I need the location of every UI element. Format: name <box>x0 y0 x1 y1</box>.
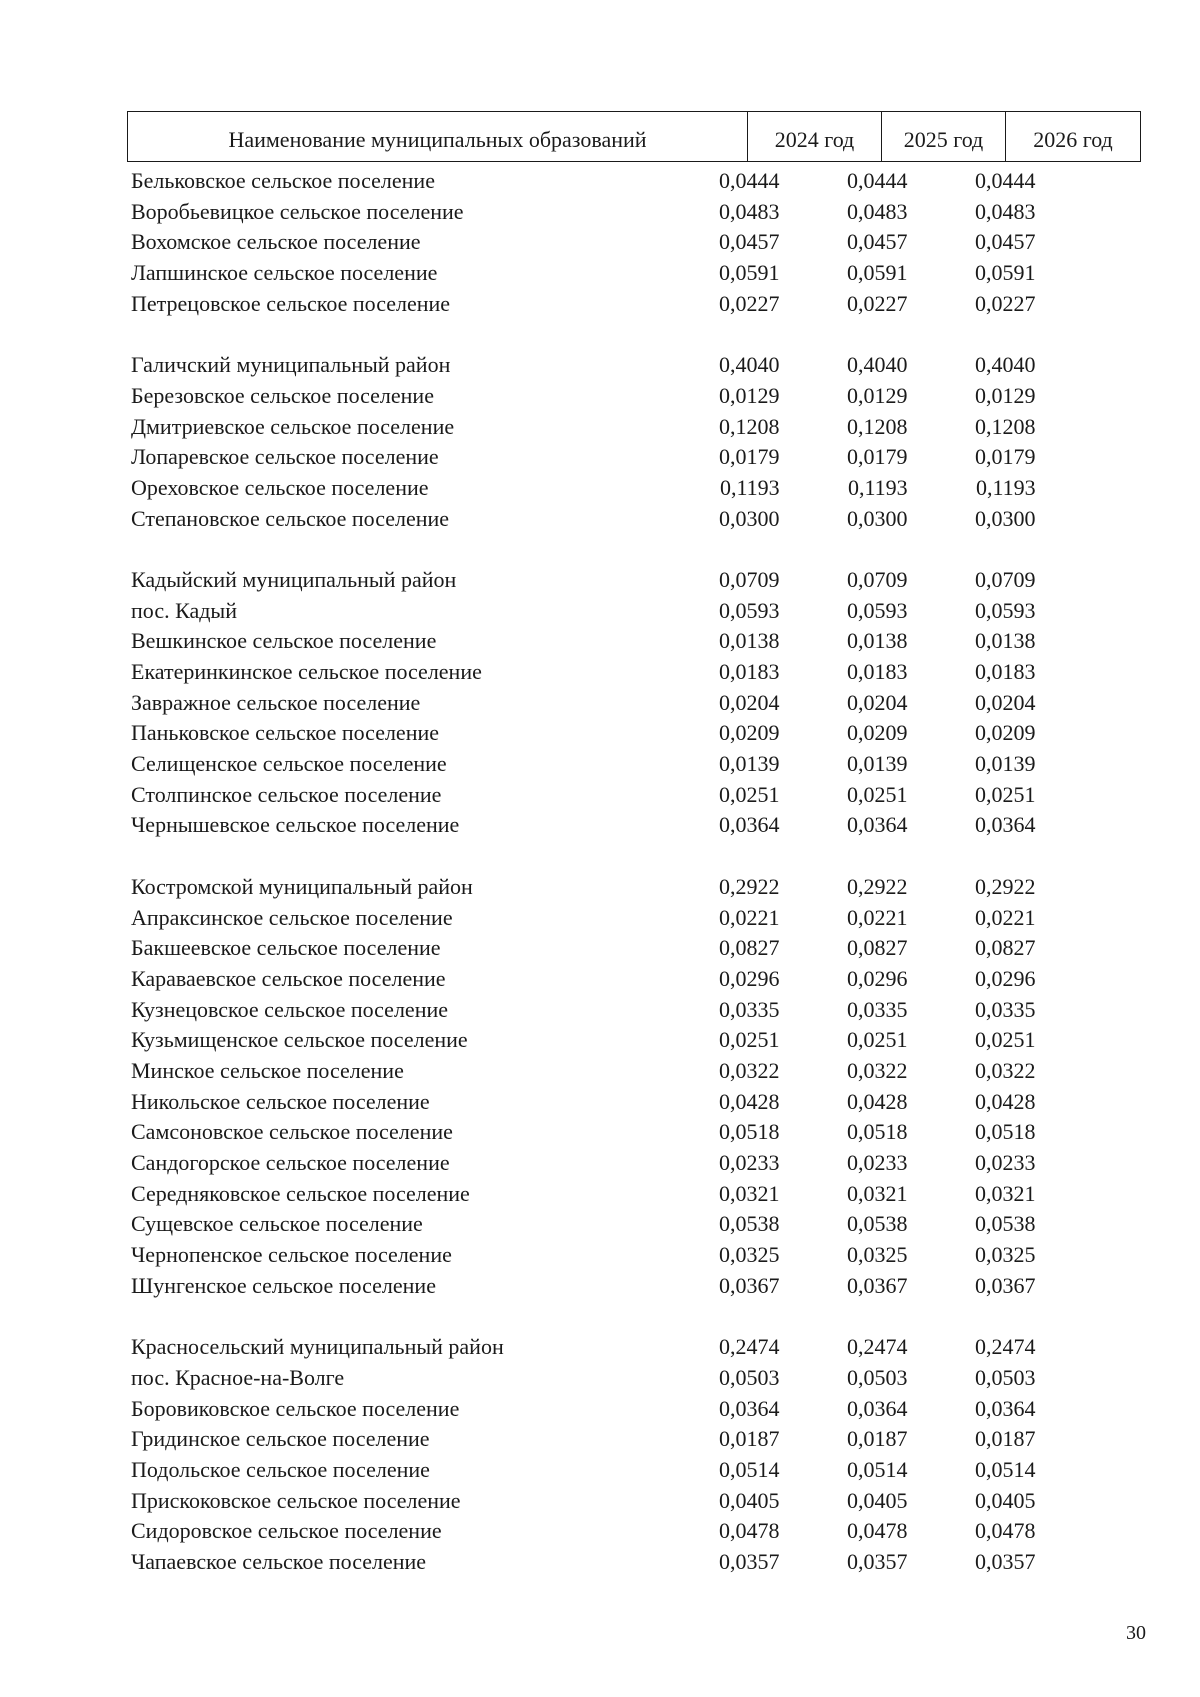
value-2026: 0,0179 <box>975 444 1036 470</box>
value-2025: 0,1193 <box>848 474 908 500</box>
table-row <box>0 933 1200 964</box>
value-2026: 0,0183 <box>975 659 1036 684</box>
header-year-2025: 2025 год <box>882 112 1006 161</box>
table-row <box>0 473 1200 504</box>
value-2026: 0,0709 <box>975 566 1036 592</box>
value-2024: 0,0209 <box>719 720 780 746</box>
header-name-column: Наименование муниципальных образований <box>128 112 748 161</box>
value-2024: 0,0591 <box>719 260 780 286</box>
municipality-name: Чернопенское сельское поселение <box>131 1242 452 1268</box>
table-row <box>0 1547 1200 1578</box>
value-2024: 0,2474 <box>719 1334 780 1360</box>
municipality-name: Самсоновское сельское поселение <box>131 1119 453 1145</box>
value-2026: 0,0138 <box>975 628 1036 654</box>
value-2025: 0,0233 <box>847 1150 908 1175</box>
value-2026: 0,0593 <box>975 597 1036 623</box>
value-2024: 0,0227 <box>719 290 780 316</box>
value-2026: 0,0591 <box>975 260 1036 286</box>
value-2024: 0,0457 <box>719 229 780 255</box>
value-2024: 0,2922 <box>719 873 780 899</box>
value-2025: 0,0457 <box>847 229 908 255</box>
municipality-name: Кузнецовское сельское поселение <box>131 996 449 1022</box>
table-row <box>0 749 1200 780</box>
value-2025: 0,0405 <box>847 1487 908 1513</box>
value-2024: 0,0518 <box>719 1119 780 1145</box>
value-2026: 0,0187 <box>975 1426 1036 1452</box>
value-2025: 0,0321 <box>847 1180 908 1206</box>
value-2024: 0,1193 <box>720 474 780 500</box>
value-2025: 0,0591 <box>847 260 908 286</box>
value-2024: 0,0221 <box>719 904 780 930</box>
value-2024: 0,0428 <box>719 1088 780 1114</box>
table-row <box>0 166 1200 197</box>
value-2026: 0,1193 <box>976 474 1036 500</box>
value-2026: 0,0221 <box>975 904 1036 930</box>
table-row <box>0 1394 1200 1425</box>
value-2025: 0,0364 <box>847 812 908 838</box>
value-2026: 0,0204 <box>975 689 1036 715</box>
value-2024: 0,0183 <box>719 659 780 684</box>
table-row <box>0 412 1200 443</box>
municipality-name: Подольское сельское поселение <box>131 1456 430 1482</box>
value-2024: 0,0478 <box>719 1518 780 1544</box>
value-2024: 0,0827 <box>719 935 780 961</box>
value-2025: 0,0478 <box>847 1518 908 1544</box>
value-2026: 0,1208 <box>975 413 1036 439</box>
municipality-name: Лапшинское сельское поселение <box>131 260 438 286</box>
table-row <box>0 442 1200 473</box>
value-2025: 0,0251 <box>847 1027 908 1053</box>
table-row <box>0 1424 1200 1455</box>
table-row <box>0 289 1200 320</box>
value-2024: 0,0187 <box>719 1426 780 1452</box>
value-2025: 0,0227 <box>847 290 908 316</box>
municipality-name: Селищенское сельское поселение <box>131 751 447 777</box>
value-2024: 0,0514 <box>719 1456 780 1482</box>
value-2025: 0,4040 <box>847 352 908 378</box>
value-2024: 0,0139 <box>719 751 780 777</box>
value-2026: 0,0364 <box>975 812 1036 838</box>
municipality-name: Ореховское сельское поселение <box>131 474 429 500</box>
table-row <box>0 504 1200 535</box>
table-row <box>0 1209 1200 1240</box>
table-row <box>0 258 1200 289</box>
table-row <box>0 1486 1200 1517</box>
municipality-name: Бельковское сельское поселение <box>131 168 435 193</box>
value-2024: 0,0233 <box>719 1150 780 1175</box>
municipality-name: Столпинское сельское поселение <box>131 781 442 807</box>
value-2025: 0,0300 <box>847 505 908 531</box>
value-2025: 0,0357 <box>847 1548 908 1574</box>
value-2025: 0,0335 <box>847 996 908 1022</box>
table-row <box>0 964 1200 995</box>
value-2024: 0,0204 <box>719 689 780 715</box>
value-2026: 0,0251 <box>975 781 1036 807</box>
value-2025: 0,0322 <box>847 1057 908 1083</box>
table-row <box>0 1148 1200 1179</box>
table-row <box>0 227 1200 258</box>
value-2025: 0,0187 <box>847 1426 908 1452</box>
value-2026: 0,0444 <box>975 168 1036 193</box>
table-row <box>0 1332 1200 1363</box>
value-2025: 0,0204 <box>847 689 908 715</box>
value-2024: 0,0444 <box>719 168 780 193</box>
value-2026: 0,0335 <box>975 996 1036 1022</box>
table-row <box>0 903 1200 934</box>
municipality-name: Бакшеевское сельское поселение <box>131 935 441 961</box>
table-row <box>0 657 1200 688</box>
value-2026: 0,0139 <box>975 751 1036 777</box>
value-2026: 0,0514 <box>975 1456 1036 1482</box>
header-year-2024: 2024 год <box>748 112 882 161</box>
table-row <box>0 1363 1200 1394</box>
municipality-name: Степановское сельское поселение <box>131 505 450 531</box>
value-2026: 0,0325 <box>975 1242 1036 1268</box>
value-2024: 0,0709 <box>719 566 780 592</box>
value-2026: 0,0827 <box>975 935 1036 961</box>
table-row <box>0 197 1200 228</box>
value-2025: 0,0296 <box>847 965 908 991</box>
table-row <box>0 718 1200 749</box>
municipality-name: Красносельский муниципальный район <box>131 1334 504 1360</box>
table-row <box>0 995 1200 1026</box>
value-2026: 0,4040 <box>975 352 1036 378</box>
value-2024: 0,0325 <box>719 1242 780 1268</box>
value-2026: 0,0503 <box>975 1364 1036 1390</box>
municipality-name: Кадыйский муниципальный район <box>131 566 457 592</box>
municipality-name: Воробьевицкое сельское поселение <box>131 198 464 224</box>
value-2024: 0,0138 <box>719 628 780 654</box>
value-2026: 0,0129 <box>975 382 1036 408</box>
value-2025: 0,2474 <box>847 1334 908 1360</box>
value-2025: 0,0428 <box>847 1088 908 1114</box>
municipality-name: Сущевское сельское поселение <box>131 1211 423 1237</box>
municipality-name: Сандогорское сельское поселение <box>131 1150 450 1175</box>
municipality-name: Кузьмищенское сельское поселение <box>131 1027 468 1053</box>
table-header <box>127 111 1141 162</box>
table-row <box>0 1271 1200 1302</box>
value-2025: 0,0325 <box>847 1242 908 1268</box>
value-2026: 0,0478 <box>975 1518 1036 1544</box>
value-2024: 0,1208 <box>719 413 780 439</box>
municipality-name: Чернышевское сельское поселение <box>131 812 460 838</box>
value-2025: 0,0138 <box>847 628 908 654</box>
value-2025: 0,1208 <box>847 413 908 439</box>
municipality-name: Костромской муниципальный район <box>131 873 473 899</box>
municipality-name: Лопаревское сельское поселение <box>131 444 439 470</box>
table-row <box>0 626 1200 657</box>
value-2025: 0,0221 <box>847 904 908 930</box>
value-2024: 0,0593 <box>719 597 780 623</box>
value-2025: 0,0139 <box>847 751 908 777</box>
value-2026: 0,0300 <box>975 505 1036 531</box>
table-body <box>0 166 1200 1578</box>
municipality-name: Никольское сельское поселение <box>131 1088 430 1114</box>
value-2024: 0,0357 <box>719 1548 780 1574</box>
value-2024: 0,0335 <box>719 996 780 1022</box>
municipality-name: Минское сельское поселение <box>131 1057 404 1083</box>
value-2025: 0,0827 <box>847 935 908 961</box>
table-row <box>0 350 1200 381</box>
value-2025: 0,2922 <box>847 873 908 899</box>
value-2025: 0,0514 <box>847 1456 908 1482</box>
municipality-name: Паньковское сельское поселение <box>131 720 440 746</box>
value-2025: 0,0709 <box>847 566 908 592</box>
value-2025: 0,0209 <box>847 720 908 746</box>
table-row <box>0 810 1200 841</box>
value-2026: 0,0364 <box>975 1395 1036 1421</box>
value-2024: 0,0251 <box>719 1027 780 1053</box>
municipality-name: Гридинское сельское поселение <box>131 1426 430 1452</box>
value-2026: 0,2922 <box>975 873 1036 899</box>
municipality-name: Шунгенское сельское поселение <box>131 1272 436 1298</box>
value-2024: 0,0322 <box>719 1057 780 1083</box>
value-2025: 0,0179 <box>847 444 908 470</box>
value-2026: 0,0296 <box>975 965 1036 991</box>
value-2024: 0,0251 <box>719 781 780 807</box>
value-2026: 0,0518 <box>975 1119 1036 1145</box>
value-2026: 0,0457 <box>975 229 1036 255</box>
value-2025: 0,0538 <box>847 1211 908 1237</box>
table-row <box>0 872 1200 903</box>
table-row <box>0 381 1200 412</box>
value-2026: 0,0251 <box>975 1027 1036 1053</box>
table-row <box>0 1516 1200 1547</box>
value-2024: 0,0296 <box>719 965 780 991</box>
value-2025: 0,0593 <box>847 597 908 623</box>
municipality-name: Боровиковское сельское поселение <box>131 1395 460 1421</box>
municipality-name: Сидоровское сельское поселение <box>131 1518 442 1544</box>
table-row <box>0 1025 1200 1056</box>
table-row <box>0 688 1200 719</box>
value-2026: 0,0322 <box>975 1057 1036 1083</box>
page-number: 30 <box>1126 1622 1146 1644</box>
value-2025: 0,0444 <box>847 168 908 193</box>
value-2025: 0,0251 <box>847 781 908 807</box>
municipality-name: Петрецовское сельское поселение <box>131 290 451 316</box>
municipality-name: Дмитриевское сельское поселение <box>131 413 455 439</box>
value-2026: 0,0483 <box>975 198 1036 224</box>
value-2024: 0,0483 <box>719 198 780 224</box>
value-2026: 0,0209 <box>975 720 1036 746</box>
table-row <box>0 1179 1200 1210</box>
value-2024: 0,0364 <box>719 1395 780 1421</box>
table-row <box>0 1056 1200 1087</box>
municipality-name: Караваевское сельское поселение <box>131 965 446 991</box>
value-2024: 0,0321 <box>719 1180 780 1206</box>
value-2026: 0,0321 <box>975 1180 1036 1206</box>
table-row <box>0 1117 1200 1148</box>
municipality-name: Чапаевское сельское поселение <box>131 1548 427 1574</box>
municipality-name: Вохомское сельское поселение <box>131 229 421 255</box>
value-2026: 0,0227 <box>975 290 1036 316</box>
value-2024: 0,4040 <box>719 352 780 378</box>
value-2026: 0,0233 <box>975 1150 1036 1175</box>
value-2024: 0,0367 <box>719 1272 780 1298</box>
table-row <box>0 1240 1200 1271</box>
value-2026: 0,0367 <box>975 1272 1036 1298</box>
table-row <box>0 565 1200 596</box>
value-2025: 0,0503 <box>847 1364 908 1390</box>
table-row <box>0 596 1200 627</box>
municipality-name: пос. Красное-на-Волге <box>131 1364 345 1390</box>
value-2024: 0,0179 <box>719 444 780 470</box>
table-row <box>0 1455 1200 1486</box>
municipality-name: Березовское сельское поселение <box>131 382 434 408</box>
value-2026: 0,0428 <box>975 1088 1036 1114</box>
municipality-name: пос. Кадый <box>131 597 237 623</box>
value-2026: 0,0538 <box>975 1211 1036 1237</box>
table-row <box>0 780 1200 811</box>
value-2024: 0,0538 <box>719 1211 780 1237</box>
value-2025: 0,0367 <box>847 1272 908 1298</box>
value-2025: 0,0364 <box>847 1395 908 1421</box>
municipality-name: Прискоковское сельское поселение <box>131 1487 461 1513</box>
table-row <box>0 1087 1200 1118</box>
municipality-name: Апраксинское сельское поселение <box>131 904 453 930</box>
value-2024: 0,0503 <box>719 1364 780 1390</box>
municipality-name: Галичский муниципальный район <box>131 352 451 378</box>
header-year-2026: 2026 год <box>1033 126 1113 152</box>
value-2024: 0,0405 <box>719 1487 780 1513</box>
value-2025: 0,0518 <box>847 1119 908 1145</box>
value-2024: 0,0364 <box>719 812 780 838</box>
value-2026: 0,0405 <box>975 1487 1036 1513</box>
municipality-name: Вешкинское сельское поселение <box>131 628 437 654</box>
value-2025: 0,0183 <box>847 659 908 684</box>
municipality-name: Середняковское сельское поселение <box>131 1180 470 1206</box>
value-2024: 0,0129 <box>719 382 780 408</box>
municipality-name: Екатеринкинское сельское поселение <box>131 659 482 684</box>
value-2026: 0,0357 <box>975 1548 1036 1574</box>
value-2024: 0,0300 <box>719 505 780 531</box>
value-2026: 0,2474 <box>975 1334 1036 1360</box>
value-2025: 0,0129 <box>847 382 908 408</box>
value-2025: 0,0483 <box>847 198 908 224</box>
municipality-name: Завражное сельское поселение <box>131 689 421 715</box>
